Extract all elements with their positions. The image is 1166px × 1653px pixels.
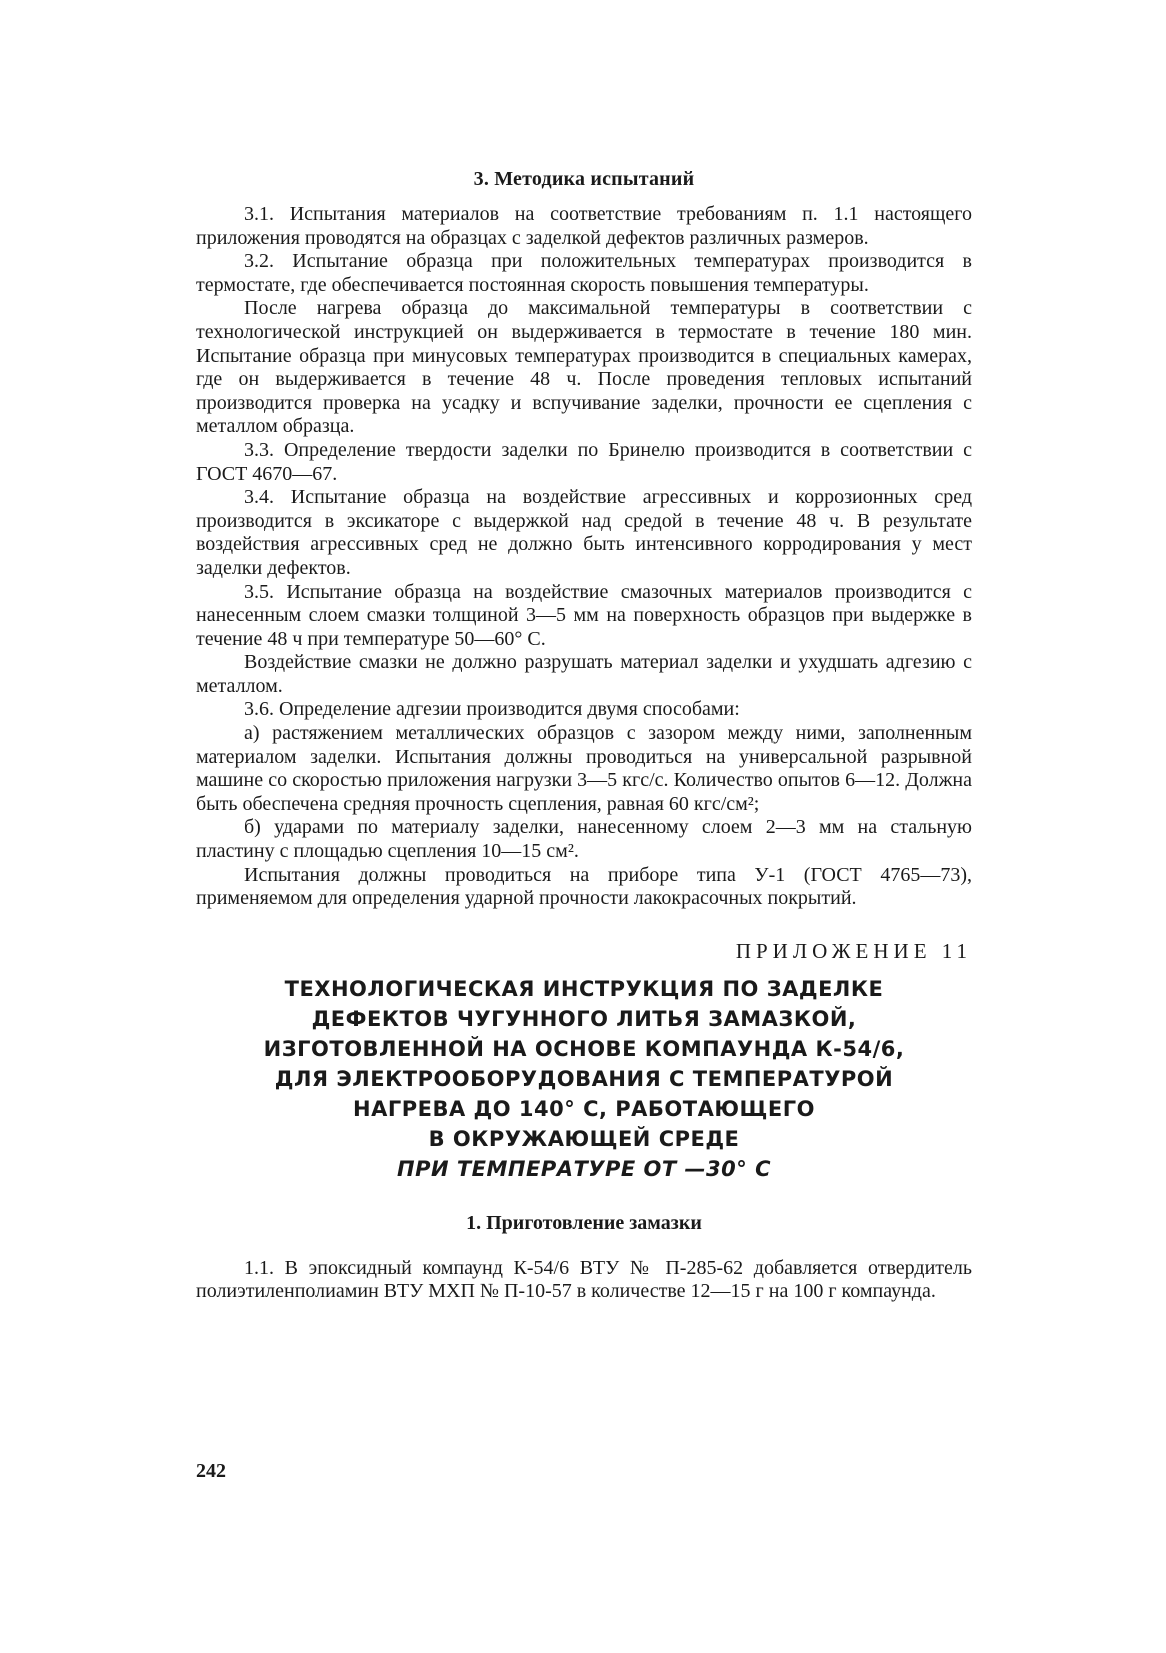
paragraph-impact-test: Испытания должны проводиться на приборе типа У-1 (ГОСТ 4765—73), применяемом для определения ударной прочности лакокрасочных покрытий.: [196, 863, 972, 910]
page-number: 242: [196, 1460, 226, 1482]
paragraph-3-6-a: а) растяжением металлических образцов с зазором между ними, заполненным материалом заделки. Испытания должны проводиться на универсальной разрывной машине со скоростью приложения нагрузки 3—5 кгс/с. Количество опытов 6—12. Должна быть обеспечена средняя прочность сцепления, равная 60 кгс/см²;: [196, 722, 972, 815]
paragraph-3-3: 3.3. Определение твердости заделки по Бринелю производится в соответствии с ГОСТ 4670—67.: [196, 438, 972, 485]
appendix-title-line: ДЛЯ ЭЛЕКТРООБОРУДОВАНИЯ С ТЕМПЕРАТУРОЙ: [274, 1066, 894, 1091]
document-page: [196, 168, 972, 1304]
paragraph-3-2: 3.2. Испытание образца при положительных температурах производится в термостате, где обеспечивается постоянная скорость повышения температуры.: [196, 250, 972, 296]
appendix-title-line: НАГРЕВА ДО 140° С, РАБОТАЮЩЕГО: [353, 1096, 815, 1121]
paragraph-3-6-b: б) ударами по материалу заделки, нанесенному слоем 2—3 мм на стальную пластину с площадью сцепления 10—15 см².: [196, 816, 972, 863]
paragraph-3-5: 3.5. Испытание образца на воздействие смазочных материалов производится с нанесенным слоем смазки толщиной 3—5 мм на поверхность образцов при выдержке в течение 48 ч при температуре 50—60° С.: [196, 580, 972, 650]
appendix-title-line: ПРИ ТЕМПЕРАТУРЕ ОТ —30° С: [397, 1156, 771, 1181]
appendix-title: [196, 974, 972, 1184]
paragraph-1-1: 1.1. В эпоксидный компаунд К-54/6 ВТУ № П-285-62 добавляется отвердитель полиэтиленполиамин ВТУ МХП № П-10-57 в количестве 12—15 г на 100 г компаунда.: [196, 1256, 972, 1303]
paragraph-3-6: 3.6. Определение адгезии производится двумя способами:: [244, 698, 740, 721]
appendix-title-line: В ОКРУЖАЮЩЕЙ СРЕДЕ: [428, 1126, 740, 1151]
appendix-title-line: ТЕХНОЛОГИЧЕСКАЯ ИНСТРУКЦИЯ ПО ЗАДЕЛКЕ: [284, 976, 884, 1001]
section-body-test-methods: [196, 203, 972, 911]
appendix-title-line: ИЗГОТОВЛЕННОЙ НА ОСНОВЕ КОМПАУНДА К-54/6,: [263, 1036, 905, 1061]
section-heading-test-methods: 3. Методика испытаний: [473, 168, 695, 190]
paragraph-lubricant: Воздействие смазки не должно разрушать материал заделки и ухудшать адгезию с металлом.: [196, 651, 972, 697]
paragraph-heating: После нагрева образца до максимальной температуры в соответствии с технологической инструкцией он выдерживается в термостате в течение 180 мин. Испытание образца при минусовых температурах производится в специальных камерах, где он выдерживается в течение 48 ч. После проведения тепловых испытаний производится проверка на усадку и вспучивание заделки, прочности ее сцепления с металлом образца.: [196, 297, 972, 438]
section-heading-putty-preparation: 1. Приготовление замазки: [466, 1211, 702, 1234]
appendix-title-line: ДЕФЕКТОВ ЧУГУННОГО ЛИТЬЯ ЗАМАЗКОЙ,: [311, 1006, 857, 1031]
paragraph-3-1: 3.1. Испытания материалов на соответствие требованиям п. 1.1 настоящего приложения проводятся на образцах с заделкой дефектов различных размеров.: [196, 203, 972, 249]
appendix-label: ПРИЛОЖЕНИЕ 11: [735, 938, 972, 963]
paragraph-3-4: 3.4. Испытание образца на воздействие агрессивных и коррозионных сред производится в эксикаторе с выдержкой над средой в течение 48 ч. В результате воздействия агрессивных сред не должно быть интенсивного корродирования у мест заделки дефектов.: [196, 486, 972, 579]
